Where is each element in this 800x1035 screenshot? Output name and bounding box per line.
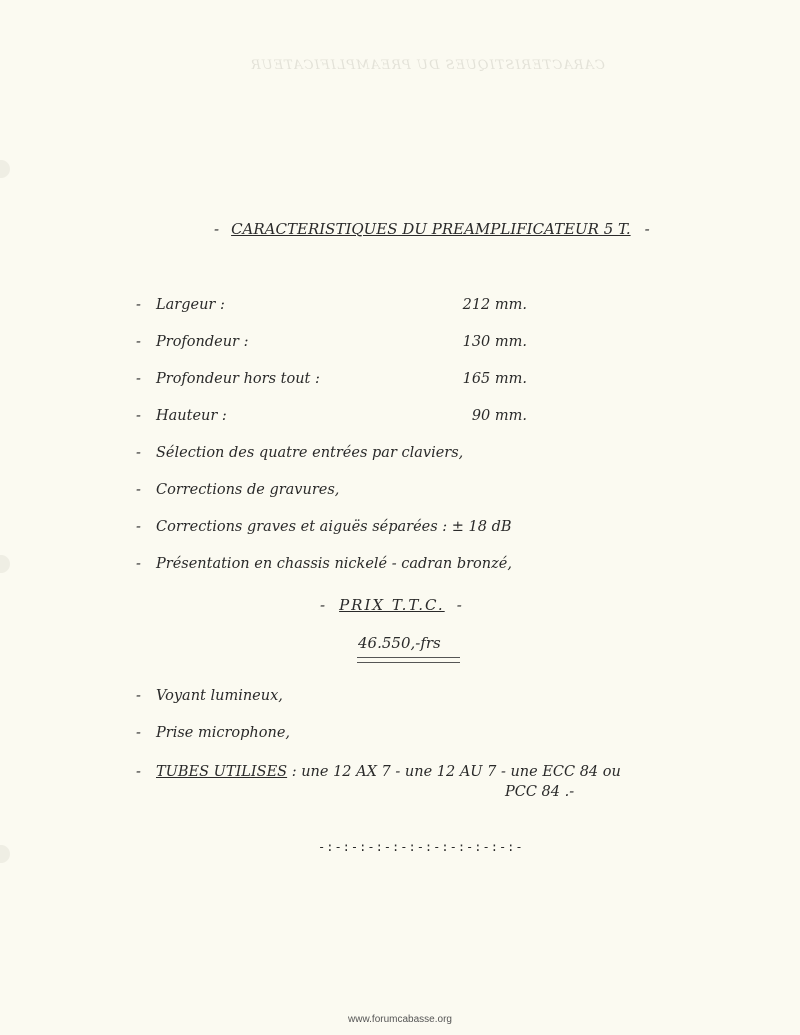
spec-label: Largeur : [156,297,225,313]
bullet-dash: - [136,764,141,780]
tubes-item [136,764,621,780]
price-dash-right: - [456,596,462,614]
spec-label: Profondeur hors tout : [156,371,320,387]
spec-value: 130 mm. [462,334,527,350]
option-item [136,688,283,704]
spec-value: 212 mm. [462,297,527,313]
spec-row-overall-depth [136,371,320,387]
feature-text: Présentation en chassis nickelé - cadran bronzé, [156,556,512,572]
bullet-dash: - [136,297,141,313]
feature-text: Sélection des quatre entrées par claviers, [156,445,464,461]
bullet-dash: - [136,334,141,350]
feature-text: Corrections graves et aiguës séparées : ± 18 dB [156,519,512,535]
spec-label: Profondeur : [156,334,249,350]
feature-item [136,445,463,461]
feature-item [136,482,339,498]
bullet-dash: - [136,725,141,741]
document-heading [214,220,650,238]
spec-value: 90 mm. [471,408,527,424]
punch-hole [0,555,10,573]
heading-dash-right: - [644,220,650,238]
feature-item [136,556,512,572]
price-label: PRIX T.T.C. [339,596,445,614]
heading-title: CARACTERISTIQUES DU PREAMPLIFICATEUR 5 T. [231,220,631,238]
bullet-dash: - [136,445,141,461]
feature-text: Corrections de gravures, [156,482,340,498]
bullet-dash: - [136,688,141,704]
spec-label: Hauteur : [156,408,227,424]
bullet-dash: - [136,371,141,387]
option-text: Prise microphone, [156,725,291,741]
price-dash-left: - [320,596,326,614]
spec-row-depth [136,334,248,350]
bullet-dash: - [136,556,141,572]
spec-row-height [136,408,227,424]
bullet-dash: - [136,482,141,498]
price-double-underline [357,657,460,663]
heading-dash-left: - [214,220,220,238]
closing-ornament: -:-:-:-:-:-:-:-:-:-:-:-:- [318,840,524,854]
spec-row-width [136,297,225,313]
price-value: 46.550,-frs [358,634,441,652]
bullet-dash: - [136,519,141,535]
punch-hole [0,160,10,178]
tubes-text: : une 12 AX 7 - une 12 AU 7 - une ECC 84 ou [287,764,621,780]
punch-hole [0,845,10,863]
tubes-label: TUBES UTILISES [156,764,288,780]
option-text: Voyant lumineux, [156,688,283,704]
bullet-dash: - [136,408,141,424]
spec-value: 165 mm. [462,371,527,387]
bleed-through-text: CARACTERISTIQUES DU PREAMPLIFICATEUR [250,58,605,73]
feature-item [136,519,512,535]
tubes-continuation: PCC 84 .- [505,784,575,800]
footer-watermark: www.forumcabasse.org [348,1014,452,1025]
price-heading [320,596,462,614]
option-item [136,725,290,741]
